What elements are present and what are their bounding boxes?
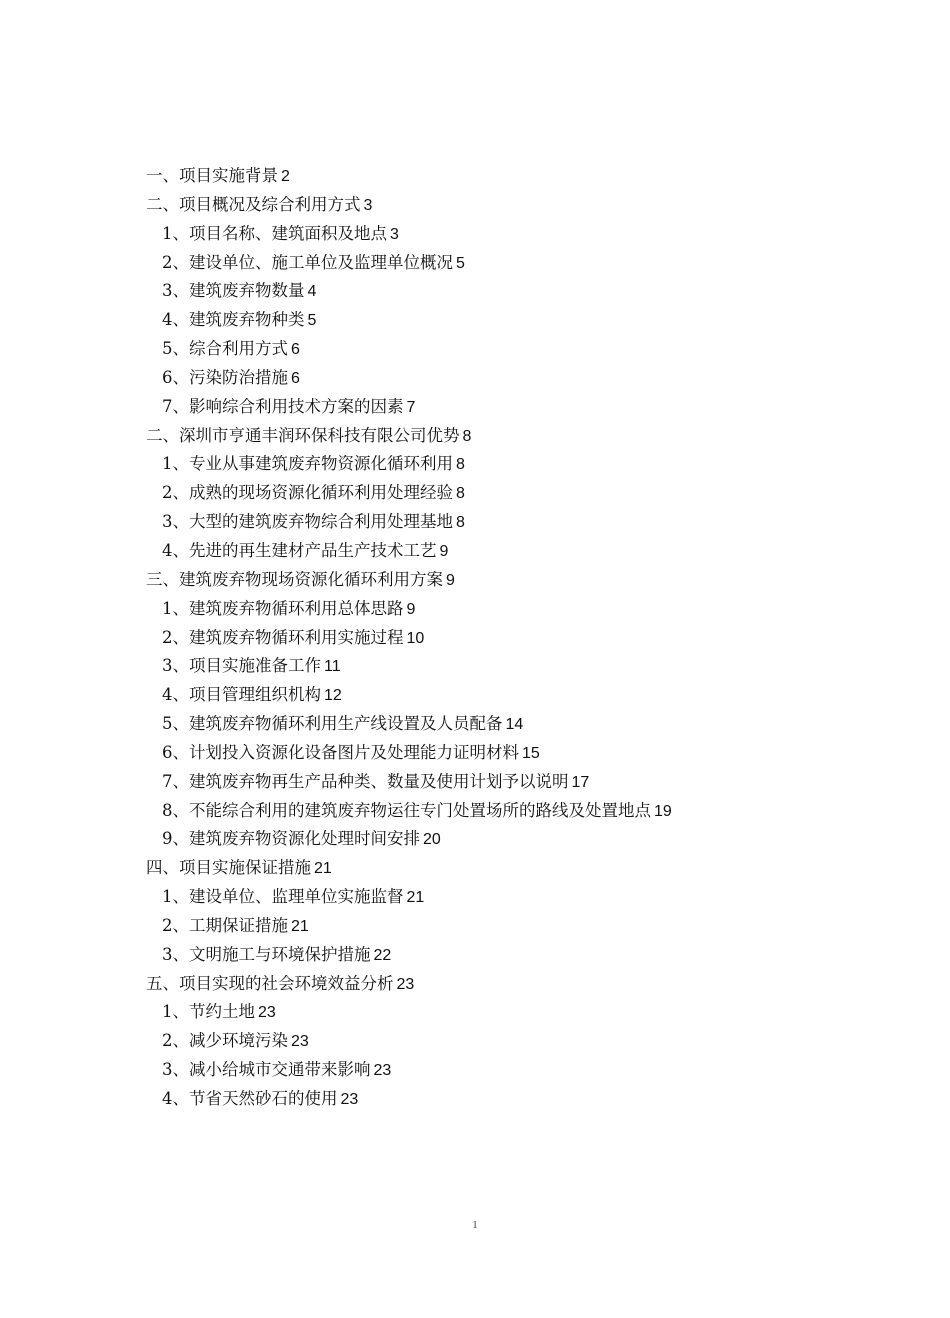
toc-entry[interactable]	[146, 624, 866, 653]
toc-entry[interactable]	[146, 912, 866, 941]
toc-entry-page: 23	[396, 975, 415, 993]
toc-entry-title: 4、建筑废弃物种类	[162, 310, 305, 330]
toc-entry[interactable]	[146, 710, 866, 739]
toc-entry[interactable]	[146, 335, 866, 364]
toc-entry-title: 3、项目实施准备工作	[162, 656, 321, 676]
toc-entry-title: 2、建筑废弃物循环利用实施过程	[162, 627, 404, 647]
toc-entry[interactable]	[146, 797, 866, 826]
toc-entry-title: 7、建筑废弃物再生产品种类、数量及使用计划予以说明	[162, 771, 569, 791]
toc-entry[interactable]	[146, 998, 866, 1027]
toc-entry-title: 7、影响综合利用技术方案的因素	[162, 396, 404, 416]
toc-entry-page: 20	[423, 831, 441, 849]
toc-entry[interactable]	[146, 681, 866, 710]
toc-entry-page: 8	[456, 514, 465, 532]
toc-entry[interactable]	[146, 393, 866, 422]
toc-entry[interactable]	[146, 1027, 866, 1056]
toc-entry-title: 2、建设单位、施工单位及监理单位概况	[162, 252, 453, 272]
toc-entry-title: 6、污染防治措施	[162, 367, 288, 387]
toc-entry-page: 6	[291, 341, 300, 359]
toc-entry[interactable]	[146, 1056, 866, 1085]
toc-entry-title: 二、项目概况及综合利用方式	[146, 194, 361, 214]
toc-entry-page: 21	[314, 860, 332, 878]
toc-entry-page: 23	[373, 1062, 392, 1080]
toc-entry-title: 8、不能综合利用的建筑废弃物运往专门处置场所的路线及处置地点	[162, 800, 651, 820]
toc-entry-title: 5、综合利用方式	[162, 339, 288, 359]
toc-entry-page: 4	[307, 283, 317, 301]
toc-entry[interactable]	[146, 450, 866, 479]
toc-entry-page: 3	[390, 225, 399, 243]
toc-entry-title: 2、成熟的现场资源化循环利用处理经验	[162, 483, 453, 503]
toc-entry[interactable]	[146, 768, 866, 797]
toc-entry-page: 11	[324, 658, 341, 676]
toc-entry-title: 5、建筑废弃物循环利用生产线设置及人员配备	[162, 714, 503, 734]
toc-entry-title: 4、先进的再生建材产品生产技术工艺	[162, 540, 437, 560]
table-of-contents	[146, 162, 866, 1114]
toc-entry-page: 23	[291, 1033, 309, 1051]
toc-entry[interactable]	[146, 970, 866, 999]
toc-entry[interactable]	[146, 1085, 866, 1114]
toc-entry[interactable]	[146, 220, 866, 249]
toc-entry-title: 3、建筑废弃物数量	[162, 281, 305, 301]
toc-entry-page: 19	[654, 802, 672, 820]
toc-entry-title: 五、项目实现的社会环境效益分析	[146, 973, 394, 993]
toc-entry-page: 14	[505, 716, 524, 734]
toc-entry-page: 15	[522, 744, 540, 762]
toc-entry-page: 9	[406, 600, 416, 618]
toc-entry-title: 9、建筑废弃物资源化处理时间安排	[162, 829, 420, 849]
toc-entry[interactable]	[146, 537, 866, 566]
toc-entry[interactable]	[146, 479, 866, 508]
toc-entry-title: 四、项目实施保证措施	[146, 858, 311, 878]
toc-entry-page: 9	[446, 571, 455, 589]
toc-entry-title: 1、建筑废弃物循环利用总体思路	[162, 598, 404, 618]
toc-entry-title: 1、专业从事建筑废弃物资源化循环利用	[162, 454, 453, 474]
toc-entry[interactable]	[146, 422, 866, 451]
toc-entry-title: 3、文明施工与环境保护措施	[162, 944, 371, 964]
toc-entry-page: 23	[340, 1091, 359, 1108]
toc-entry-page: 2	[281, 168, 290, 185]
toc-entry-title: 4、节省天然砂石的使用	[162, 1089, 338, 1108]
toc-entry[interactable]	[146, 595, 866, 624]
toc-entry[interactable]	[146, 249, 866, 278]
toc-entry-title: 二、深圳市亨通丰润环保科技有限公司优势	[146, 425, 460, 445]
toc-entry-title: 1、建设单位、监理单位实施监督	[162, 887, 404, 907]
toc-entry-title: 三、建筑废弃物现场资源化循环利用方案	[146, 569, 443, 589]
toc-entry-page: 21	[406, 889, 425, 907]
toc-entry[interactable]	[146, 739, 866, 768]
toc-entry-page: 7	[406, 398, 416, 416]
toc-entry[interactable]	[146, 941, 866, 970]
toc-entry-title: 4、项目管理组织机构	[162, 685, 321, 705]
toc-entry-page: 6	[291, 369, 300, 387]
toc-entry-title: 2、减少环境污染	[162, 1031, 288, 1051]
toc-entry-title: 3、大型的建筑废弃物综合利用处理基地	[162, 512, 453, 532]
toc-entry-title: 2、工期保证措施	[162, 915, 288, 935]
toc-entry-page: 8	[456, 485, 465, 503]
toc-entry-title: 6、计划投入资源化设备图片及处理能力证明材料	[162, 742, 519, 762]
toc-entry[interactable]	[146, 825, 866, 854]
toc-entry[interactable]	[146, 652, 866, 681]
toc-entry[interactable]	[146, 883, 866, 912]
toc-entry-page: 8	[462, 427, 472, 445]
toc-entry-title: 一、项目实施背景	[146, 166, 278, 185]
toc-entry-page: 3	[363, 196, 373, 214]
toc-entry[interactable]	[146, 277, 866, 306]
toc-entry[interactable]	[146, 364, 866, 393]
toc-entry[interactable]	[146, 508, 866, 537]
toc-entry-title: 1、节约土地	[162, 1002, 255, 1022]
toc-entry[interactable]	[146, 191, 866, 220]
toc-entry-page: 8	[456, 456, 465, 474]
toc-entry-title: 1、项目名称、建筑面积及地点	[162, 223, 387, 243]
toc-entry-page: 9	[439, 542, 449, 560]
toc-entry[interactable]	[146, 306, 866, 335]
toc-entry[interactable]	[146, 566, 866, 595]
toc-entry-page: 21	[291, 917, 309, 935]
toc-entry-page: 12	[324, 687, 342, 705]
toc-entry[interactable]	[146, 854, 866, 883]
page-number: 1	[472, 1220, 478, 1231]
toc-entry-page: 5	[307, 312, 317, 330]
toc-entry-title: 3、减小给城市交通带来影响	[162, 1060, 371, 1080]
toc-entry-page: 17	[571, 773, 590, 791]
toc-entry[interactable]	[146, 162, 866, 191]
toc-entry-page: 10	[406, 629, 425, 647]
toc-entry-page: 23	[258, 1004, 276, 1022]
toc-entry-page: 22	[373, 946, 392, 964]
toc-entry-page: 5	[456, 254, 465, 272]
